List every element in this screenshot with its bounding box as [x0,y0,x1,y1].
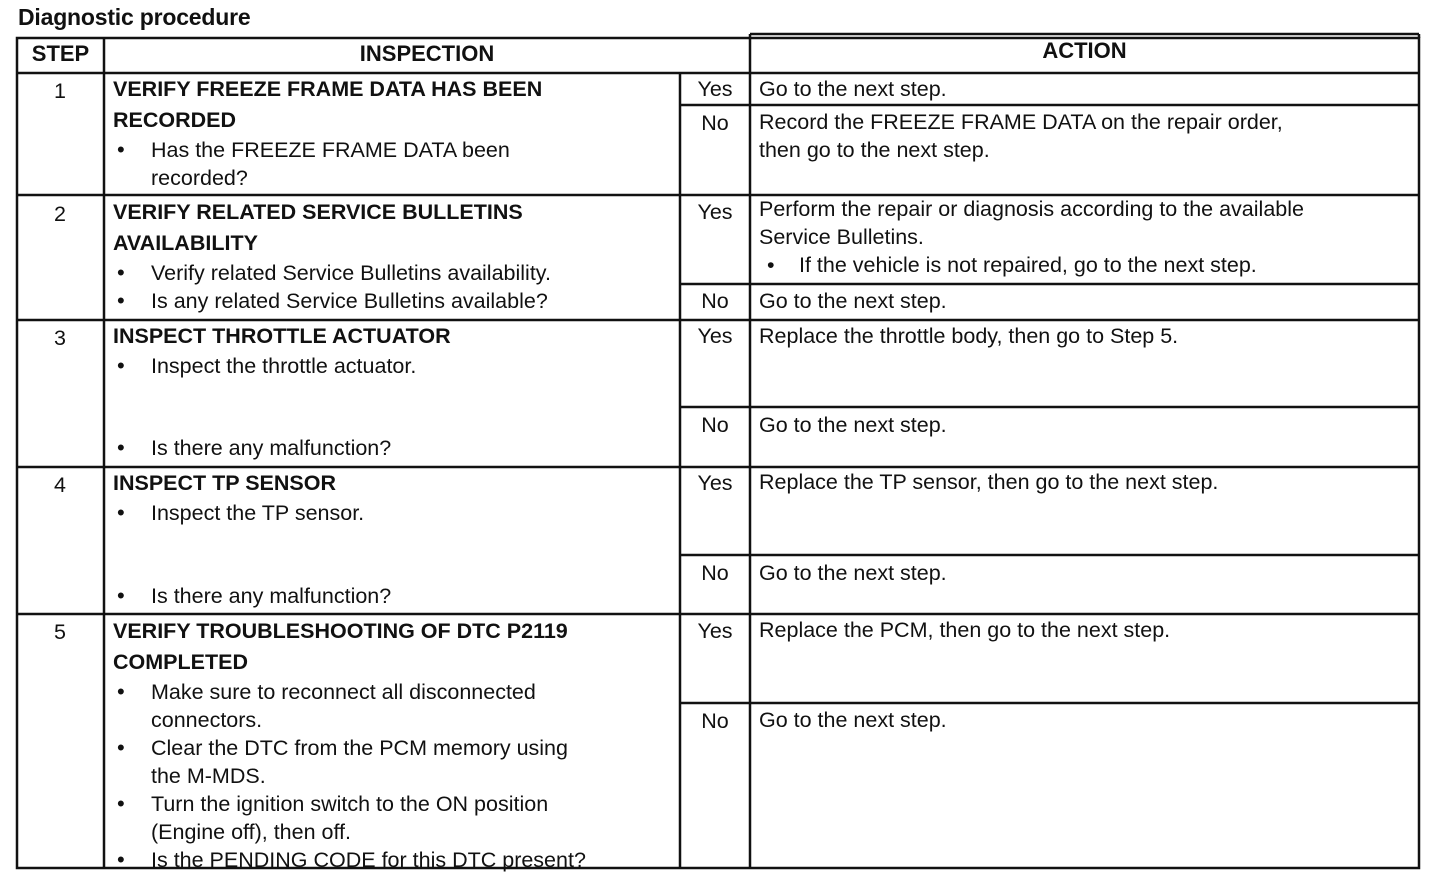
header-step: STEP [31,41,90,66]
yes-label: Yes [697,200,733,224]
step-number: 4 [54,473,66,497]
action-line: Go to the next step. [759,77,947,101]
bullet-icon: • [117,583,125,608]
step-heading-line: INSPECT THROTTLE ACTUATOR [113,324,451,348]
step-number: 2 [54,202,66,226]
bullet-line: Is there any malfunction? [151,436,392,460]
step-2-inspection [113,197,551,315]
inspection-bullet [113,287,551,315]
bullet-line: Clear the DTC from the PCM memory using [151,736,568,760]
inspection-bullet [113,734,586,790]
step-heading-line: VERIFY RELATED SERVICE BULLETINS [113,200,523,224]
yes-label: Yes [697,324,733,348]
step-heading-line: VERIFY FREEZE FRAME DATA HAS BEEN [113,77,543,101]
action-line: Go to the next step. [759,413,947,437]
bullet-line: recorded? [151,166,248,190]
bullet-line: Is the PENDING CODE for this DTC present? [151,848,586,872]
step-heading-line: AVAILABILITY [113,231,258,255]
bullet-icon: • [117,288,125,313]
step-number: 5 [54,620,66,644]
no-action [759,558,947,588]
action-line: then go to the next step. [759,138,990,162]
step-4-inspection [113,468,364,527]
bullet-icon: • [117,137,125,162]
action-line: Perform the repair or diagnosis according to the available [759,197,1304,221]
bullet-line: connectors. [151,708,263,732]
action-line: Replace the throttle body, then go to Step 5. [759,324,1179,348]
no-label: No [701,709,729,733]
no-action [759,705,947,735]
action-line: Go to the next step. [759,561,947,585]
step-number: 3 [54,326,66,350]
inspection-bullet [113,136,542,192]
bullet-icon: • [117,847,125,872]
bullet-icon: • [117,500,125,525]
bullet-line: Is any related Service Bulletins available? [151,289,548,313]
bullet-line: Turn the ignition switch to the ON position [151,792,549,816]
yes-label: Yes [697,619,733,643]
bullet-line: (Engine off), then off. [151,820,352,844]
step-4-question [113,582,391,610]
inspection-bullet [113,499,364,527]
bullet-icon: • [117,353,125,378]
step-heading-line: VERIFY TROUBLESHOOTING OF DTC P2119 [113,619,568,643]
bullet-line: If the vehicle is not repaired, go to the next step. [799,253,1257,277]
bullet-line: Has the FREEZE FRAME DATA been [151,138,510,162]
bullet-icon: • [117,679,125,704]
step-5-inspection [113,616,586,874]
no-label: No [701,289,729,313]
step-heading-line: INSPECT TP SENSOR [113,471,337,495]
bullet-icon: • [117,791,125,816]
action-line: Service Bulletins. [759,225,924,249]
header-action: ACTION [1042,38,1127,63]
bullet-icon: • [117,260,125,285]
bullet-line: Verify related Service Bulletins availability. [151,261,551,285]
inspection-bullet [113,434,391,462]
inspection-bullet [113,846,586,874]
no-label: No [701,413,729,437]
action-line: Go to the next step. [759,289,947,313]
action-line: Go to the next step. [759,708,947,732]
bullet-icon: • [767,253,775,277]
step-number: 1 [54,79,66,103]
action-line: Record the FREEZE FRAME DATA on the repair order, [759,110,1283,134]
bullet-line: the M-MDS. [151,764,266,788]
step-3-inspection [113,321,451,380]
yes-action [759,195,1304,279]
step-1-inspection [113,74,542,192]
bullet-icon: • [117,735,125,760]
bullet-line: Inspect the TP sensor. [151,501,365,525]
inspection-bullet [113,352,451,380]
yes-label: Yes [697,77,733,101]
action-line: Replace the PCM, then go to the next step. [759,618,1171,642]
action-bullet [759,251,1304,279]
step-3-question [113,434,391,462]
bullet-line: Inspect the throttle actuator. [151,354,417,378]
step-heading-line: RECORDED [113,108,237,132]
no-label: No [701,561,729,585]
yes-label: Yes [697,471,733,495]
inspection-bullet [113,790,586,846]
no-action [759,108,1283,164]
no-label: No [701,111,729,135]
action-line: Replace the TP sensor, then go to the next step. [759,470,1219,494]
yes-action [759,615,1170,645]
yes-action [759,74,947,104]
header-inspection: INSPECTION [359,41,495,66]
document-title: Diagnostic procedure [18,4,251,30]
step-heading-line: COMPLETED [113,650,248,674]
bullet-line: Make sure to reconnect all disconnected [151,680,536,704]
inspection-bullet [113,678,586,734]
yes-action [759,467,1218,497]
bullet-icon: • [117,435,125,460]
inspection-bullet [113,259,551,287]
no-action [759,410,947,440]
inspection-bullet [113,582,391,610]
no-action [759,286,947,316]
yes-action [759,321,1178,351]
bullet-line: Is there any malfunction? [151,584,392,608]
